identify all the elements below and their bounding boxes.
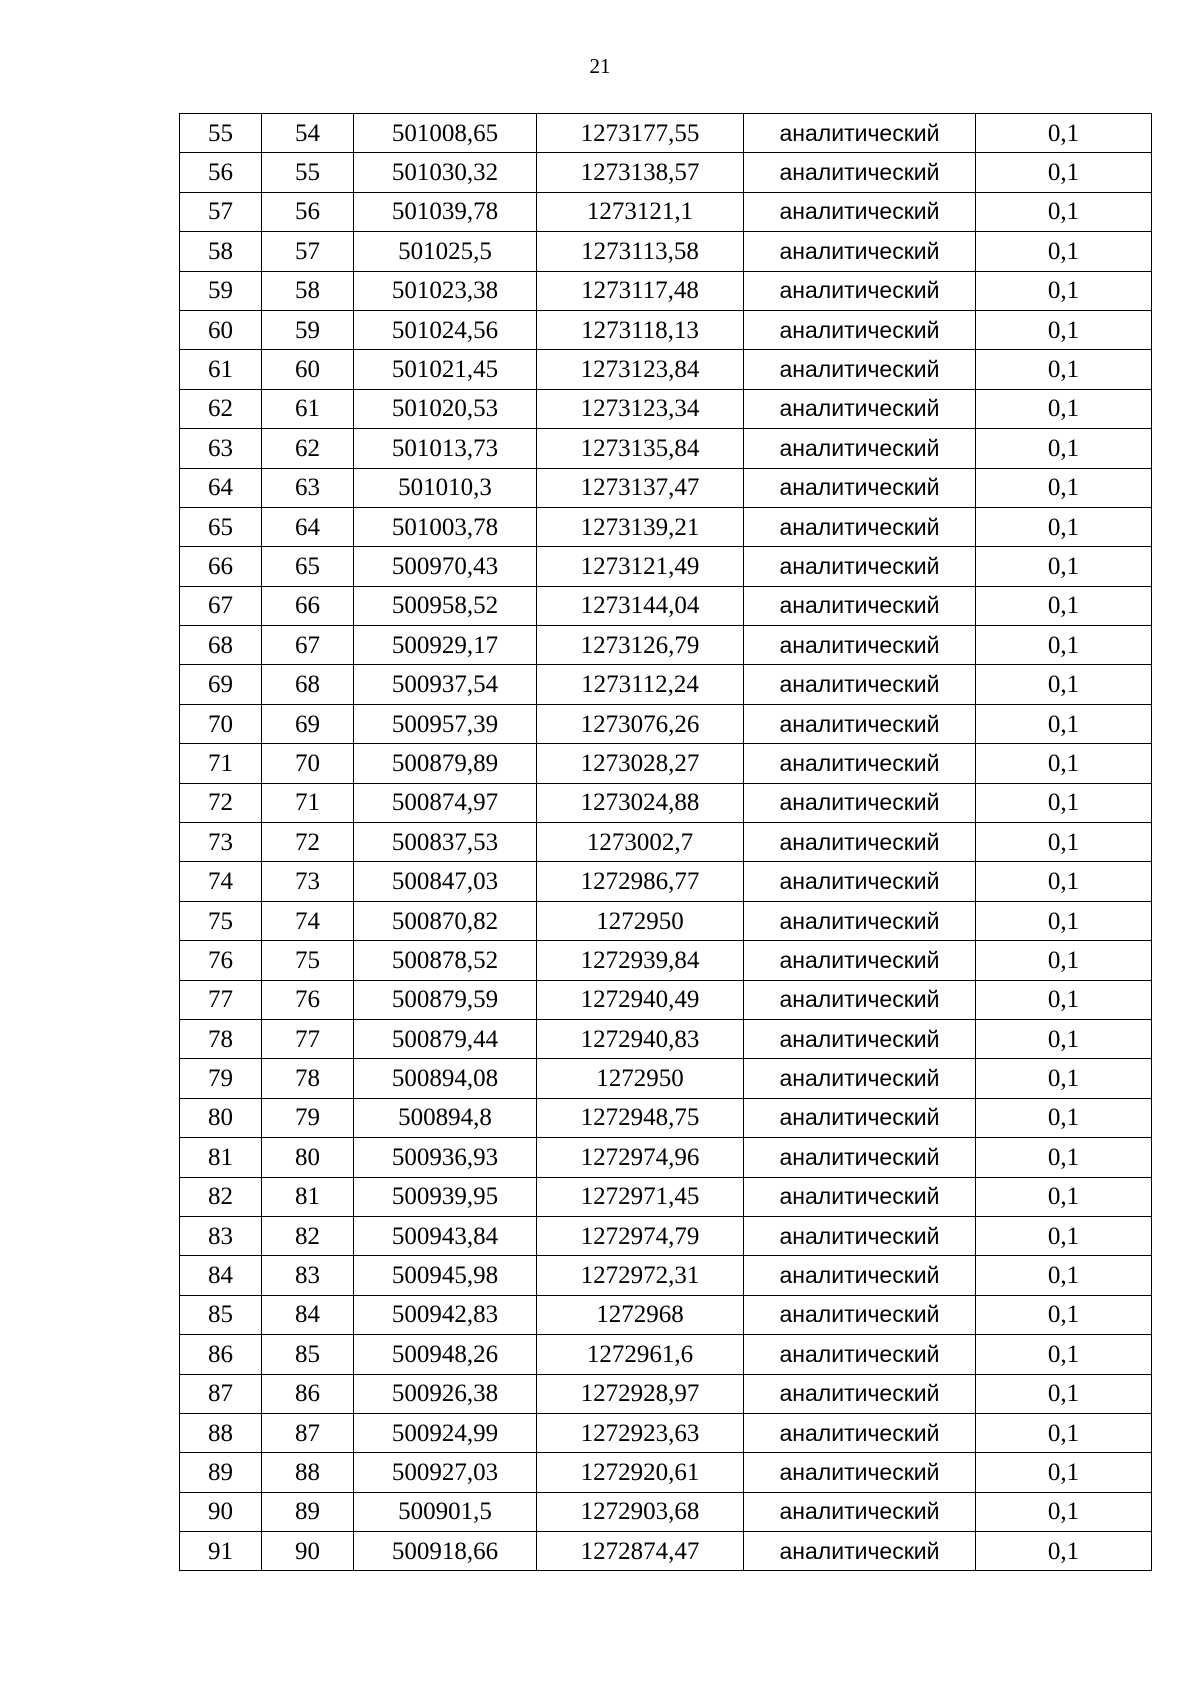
cell-accuracy: 0,1 (976, 586, 1152, 625)
cell-coord-x: 501020,53 (354, 389, 537, 428)
table-row (180, 783, 1152, 822)
cell-method: аналитический (744, 823, 976, 862)
cell-accuracy: 0,1 (976, 547, 1152, 586)
cell-method: аналитический (744, 783, 976, 822)
cell-method: аналитический (744, 980, 976, 1019)
cell-prev-point-number: 73 (262, 862, 354, 901)
coordinates-table-body (180, 114, 1152, 1571)
cell-method: аналитический (744, 744, 976, 783)
cell-method: аналитический (744, 1335, 976, 1374)
table-row (180, 704, 1152, 743)
cell-point-number: 61 (180, 350, 262, 389)
table-row (180, 744, 1152, 783)
cell-coord-x: 500837,53 (354, 823, 537, 862)
cell-coord-x: 500894,08 (354, 1059, 537, 1098)
cell-prev-point-number: 81 (262, 1177, 354, 1216)
cell-coord-y: 1272950 (537, 901, 744, 940)
cell-coord-y: 1273112,24 (537, 665, 744, 704)
cell-coord-y: 1272874,47 (537, 1532, 744, 1571)
cell-method: аналитический (744, 507, 976, 546)
cell-prev-point-number: 58 (262, 271, 354, 310)
cell-accuracy: 0,1 (976, 1295, 1152, 1334)
cell-coord-y: 1272920,61 (537, 1453, 744, 1492)
cell-prev-point-number: 77 (262, 1019, 354, 1058)
cell-point-number: 68 (180, 626, 262, 665)
cell-point-number: 74 (180, 862, 262, 901)
cell-accuracy: 0,1 (976, 941, 1152, 980)
cell-accuracy: 0,1 (976, 389, 1152, 428)
cell-accuracy: 0,1 (976, 1374, 1152, 1413)
cell-point-number: 76 (180, 941, 262, 980)
cell-point-number: 65 (180, 507, 262, 546)
table-row (180, 941, 1152, 980)
cell-accuracy: 0,1 (976, 665, 1152, 704)
table-row (180, 626, 1152, 665)
cell-method: аналитический (744, 429, 976, 468)
cell-accuracy: 0,1 (976, 114, 1152, 153)
cell-prev-point-number: 82 (262, 1216, 354, 1255)
cell-accuracy: 0,1 (976, 901, 1152, 940)
cell-method: аналитический (744, 192, 976, 231)
cell-coord-y: 1273126,79 (537, 626, 744, 665)
cell-point-number: 82 (180, 1177, 262, 1216)
cell-coord-y: 1273024,88 (537, 783, 744, 822)
cell-point-number: 85 (180, 1295, 262, 1334)
cell-coord-y: 1273135,84 (537, 429, 744, 468)
cell-point-number: 70 (180, 704, 262, 743)
cell-method: аналитический (744, 1216, 976, 1255)
cell-coord-y: 1273076,26 (537, 704, 744, 743)
cell-coord-x: 500929,17 (354, 626, 537, 665)
table-row (180, 586, 1152, 625)
table-row (180, 1098, 1152, 1137)
cell-prev-point-number: 80 (262, 1138, 354, 1177)
cell-point-number: 63 (180, 429, 262, 468)
cell-accuracy: 0,1 (976, 1098, 1152, 1137)
cell-coord-y: 1272971,45 (537, 1177, 744, 1216)
cell-method: аналитический (744, 1019, 976, 1058)
cell-prev-point-number: 57 (262, 232, 354, 271)
cell-coord-y: 1272923,63 (537, 1413, 744, 1452)
cell-method: аналитический (744, 862, 976, 901)
cell-coord-y: 1273138,57 (537, 153, 744, 192)
cell-point-number: 79 (180, 1059, 262, 1098)
cell-coord-y: 1272928,97 (537, 1374, 744, 1413)
cell-method: аналитический (744, 1177, 976, 1216)
cell-accuracy: 0,1 (976, 862, 1152, 901)
cell-prev-point-number: 78 (262, 1059, 354, 1098)
cell-prev-point-number: 85 (262, 1335, 354, 1374)
cell-point-number: 81 (180, 1138, 262, 1177)
cell-prev-point-number: 72 (262, 823, 354, 862)
cell-accuracy: 0,1 (976, 310, 1152, 349)
table-row (180, 980, 1152, 1019)
table-row (180, 1059, 1152, 1098)
cell-prev-point-number: 60 (262, 350, 354, 389)
cell-point-number: 78 (180, 1019, 262, 1058)
cell-prev-point-number: 61 (262, 389, 354, 428)
cell-point-number: 60 (180, 310, 262, 349)
cell-method: аналитический (744, 704, 976, 743)
cell-point-number: 73 (180, 823, 262, 862)
table-row (180, 1374, 1152, 1413)
cell-point-number: 80 (180, 1098, 262, 1137)
cell-coord-y: 1273121,49 (537, 547, 744, 586)
cell-coord-y: 1272940,83 (537, 1019, 744, 1058)
cell-accuracy: 0,1 (976, 783, 1152, 822)
cell-coord-y: 1273123,34 (537, 389, 744, 428)
cell-accuracy: 0,1 (976, 1335, 1152, 1374)
cell-coord-y: 1273139,21 (537, 507, 744, 546)
cell-coord-y: 1273177,55 (537, 114, 744, 153)
cell-method: аналитический (744, 1295, 976, 1334)
cell-coord-y: 1273121,1 (537, 192, 744, 231)
cell-coord-x: 500924,99 (354, 1413, 537, 1452)
cell-coord-x: 500945,98 (354, 1256, 537, 1295)
cell-coord-x: 501003,78 (354, 507, 537, 546)
cell-point-number: 62 (180, 389, 262, 428)
table-row (180, 350, 1152, 389)
cell-coord-y: 1273118,13 (537, 310, 744, 349)
table-row (180, 114, 1152, 153)
table-row (180, 1453, 1152, 1492)
cell-method: аналитический (744, 665, 976, 704)
cell-method: аналитический (744, 547, 976, 586)
table-row (180, 901, 1152, 940)
cell-prev-point-number: 66 (262, 586, 354, 625)
table-row (180, 1413, 1152, 1452)
cell-coord-x: 500918,66 (354, 1532, 537, 1571)
cell-accuracy: 0,1 (976, 350, 1152, 389)
cell-coord-x: 501008,65 (354, 114, 537, 153)
cell-coord-x: 500957,39 (354, 704, 537, 743)
cell-point-number: 84 (180, 1256, 262, 1295)
cell-coord-x: 500958,52 (354, 586, 537, 625)
cell-coord-y: 1272940,49 (537, 980, 744, 1019)
cell-coord-x: 500927,03 (354, 1453, 537, 1492)
cell-accuracy: 0,1 (976, 192, 1152, 231)
table-row (180, 823, 1152, 862)
cell-coord-x: 500943,84 (354, 1216, 537, 1255)
cell-coord-x: 500948,26 (354, 1335, 537, 1374)
cell-point-number: 88 (180, 1413, 262, 1452)
cell-prev-point-number: 71 (262, 783, 354, 822)
cell-prev-point-number: 88 (262, 1453, 354, 1492)
cell-prev-point-number: 75 (262, 941, 354, 980)
cell-method: аналитический (744, 232, 976, 271)
cell-accuracy: 0,1 (976, 1413, 1152, 1452)
cell-coord-y: 1272950 (537, 1059, 744, 1098)
cell-coord-x: 500939,95 (354, 1177, 537, 1216)
table-row (180, 1295, 1152, 1334)
cell-accuracy: 0,1 (976, 704, 1152, 743)
cell-coord-x: 500870,82 (354, 901, 537, 940)
cell-coord-y: 1272903,68 (537, 1492, 744, 1531)
table-row (180, 1335, 1152, 1374)
table-row (180, 507, 1152, 546)
cell-coord-x: 500970,43 (354, 547, 537, 586)
cell-coord-x: 500847,03 (354, 862, 537, 901)
cell-coord-x: 501023,38 (354, 271, 537, 310)
cell-coord-y: 1273117,48 (537, 271, 744, 310)
table-row (180, 862, 1152, 901)
cell-accuracy: 0,1 (976, 507, 1152, 546)
cell-method: аналитический (744, 153, 976, 192)
cell-coord-x: 500901,5 (354, 1492, 537, 1531)
table-row (180, 192, 1152, 231)
cell-accuracy: 0,1 (976, 1138, 1152, 1177)
cell-coord-x: 501025,5 (354, 232, 537, 271)
cell-method: аналитический (744, 1138, 976, 1177)
cell-coord-y: 1273002,7 (537, 823, 744, 862)
table-row (180, 232, 1152, 271)
cell-accuracy: 0,1 (976, 626, 1152, 665)
coordinates-table (179, 113, 1152, 1571)
table-row (180, 389, 1152, 428)
cell-coord-y: 1272974,79 (537, 1216, 744, 1255)
table-row (180, 1138, 1152, 1177)
cell-prev-point-number: 74 (262, 901, 354, 940)
cell-coord-y: 1272961,6 (537, 1335, 744, 1374)
cell-accuracy: 0,1 (976, 468, 1152, 507)
cell-method: аналитический (744, 901, 976, 940)
cell-point-number: 83 (180, 1216, 262, 1255)
cell-accuracy: 0,1 (976, 823, 1152, 862)
cell-coord-x: 500879,59 (354, 980, 537, 1019)
cell-coord-x: 501024,56 (354, 310, 537, 349)
table-row (180, 1256, 1152, 1295)
cell-method: аналитический (744, 1453, 976, 1492)
cell-accuracy: 0,1 (976, 153, 1152, 192)
cell-coord-y: 1273144,04 (537, 586, 744, 625)
cell-method: аналитический (744, 1374, 976, 1413)
cell-coord-x: 500926,38 (354, 1374, 537, 1413)
cell-prev-point-number: 76 (262, 980, 354, 1019)
cell-coord-y: 1272974,96 (537, 1138, 744, 1177)
cell-coord-x: 500878,52 (354, 941, 537, 980)
cell-accuracy: 0,1 (976, 980, 1152, 1019)
cell-point-number: 56 (180, 153, 262, 192)
cell-method: аналитический (744, 114, 976, 153)
table-row (180, 271, 1152, 310)
cell-prev-point-number: 56 (262, 192, 354, 231)
table-row (180, 1177, 1152, 1216)
cell-point-number: 67 (180, 586, 262, 625)
cell-point-number: 64 (180, 468, 262, 507)
cell-point-number: 66 (180, 547, 262, 586)
cell-accuracy: 0,1 (976, 429, 1152, 468)
cell-coord-x: 501013,73 (354, 429, 537, 468)
cell-prev-point-number: 84 (262, 1295, 354, 1334)
cell-prev-point-number: 70 (262, 744, 354, 783)
cell-coord-x: 500942,83 (354, 1295, 537, 1334)
cell-point-number: 58 (180, 232, 262, 271)
cell-prev-point-number: 55 (262, 153, 354, 192)
cell-coord-x: 501010,3 (354, 468, 537, 507)
table-row (180, 429, 1152, 468)
cell-method: аналитический (744, 310, 976, 349)
cell-point-number: 77 (180, 980, 262, 1019)
cell-coord-y: 1272972,31 (537, 1256, 744, 1295)
cell-point-number: 59 (180, 271, 262, 310)
cell-point-number: 90 (180, 1492, 262, 1531)
cell-accuracy: 0,1 (976, 1492, 1152, 1531)
cell-method: аналитический (744, 1492, 976, 1531)
cell-coord-x: 500937,54 (354, 665, 537, 704)
page-number: 21 (589, 54, 611, 78)
cell-coord-y: 1272939,84 (537, 941, 744, 980)
cell-method: аналитический (744, 1532, 976, 1571)
cell-coord-y: 1273028,27 (537, 744, 744, 783)
cell-point-number: 69 (180, 665, 262, 704)
cell-point-number: 55 (180, 114, 262, 153)
cell-point-number: 72 (180, 783, 262, 822)
cell-coord-y: 1272986,77 (537, 862, 744, 901)
cell-coord-y: 1273123,84 (537, 350, 744, 389)
cell-point-number: 89 (180, 1453, 262, 1492)
table-row (180, 310, 1152, 349)
cell-point-number: 71 (180, 744, 262, 783)
table-row (180, 1216, 1152, 1255)
cell-coord-x: 500936,93 (354, 1138, 537, 1177)
cell-method: аналитический (744, 271, 976, 310)
cell-prev-point-number: 86 (262, 1374, 354, 1413)
cell-prev-point-number: 63 (262, 468, 354, 507)
cell-point-number: 57 (180, 192, 262, 231)
cell-prev-point-number: 59 (262, 310, 354, 349)
cell-prev-point-number: 62 (262, 429, 354, 468)
table-row (180, 665, 1152, 704)
cell-method: аналитический (744, 350, 976, 389)
cell-method: аналитический (744, 1256, 976, 1295)
cell-prev-point-number: 83 (262, 1256, 354, 1295)
cell-accuracy: 0,1 (976, 744, 1152, 783)
cell-prev-point-number: 65 (262, 547, 354, 586)
cell-accuracy: 0,1 (976, 1019, 1152, 1058)
cell-coord-y: 1272948,75 (537, 1098, 744, 1137)
cell-method: аналитический (744, 941, 976, 980)
cell-accuracy: 0,1 (976, 232, 1152, 271)
table-row (180, 468, 1152, 507)
cell-coord-x: 500879,44 (354, 1019, 537, 1058)
cell-coord-x: 500879,89 (354, 744, 537, 783)
cell-accuracy: 0,1 (976, 1216, 1152, 1255)
cell-accuracy: 0,1 (976, 1453, 1152, 1492)
table-row (180, 153, 1152, 192)
cell-point-number: 86 (180, 1335, 262, 1374)
cell-prev-point-number: 67 (262, 626, 354, 665)
table-row (180, 547, 1152, 586)
cell-method: аналитический (744, 1413, 976, 1452)
table-row (180, 1492, 1152, 1531)
cell-coord-x: 501039,78 (354, 192, 537, 231)
cell-prev-point-number: 89 (262, 1492, 354, 1531)
cell-coord-y: 1273137,47 (537, 468, 744, 507)
cell-point-number: 91 (180, 1532, 262, 1571)
cell-prev-point-number: 87 (262, 1413, 354, 1452)
cell-prev-point-number: 69 (262, 704, 354, 743)
cell-accuracy: 0,1 (976, 1177, 1152, 1216)
cell-method: аналитический (744, 626, 976, 665)
cell-accuracy: 0,1 (976, 1532, 1152, 1571)
cell-prev-point-number: 90 (262, 1532, 354, 1571)
cell-accuracy: 0,1 (976, 1059, 1152, 1098)
cell-coord-x: 500894,8 (354, 1098, 537, 1137)
cell-method: аналитический (744, 468, 976, 507)
cell-point-number: 75 (180, 901, 262, 940)
cell-method: аналитический (744, 389, 976, 428)
cell-prev-point-number: 79 (262, 1098, 354, 1137)
cell-method: аналитический (744, 1059, 976, 1098)
cell-coord-x: 501021,45 (354, 350, 537, 389)
cell-coord-x: 501030,32 (354, 153, 537, 192)
cell-method: аналитический (744, 586, 976, 625)
cell-coord-x: 500874,97 (354, 783, 537, 822)
cell-prev-point-number: 68 (262, 665, 354, 704)
table-row (180, 1019, 1152, 1058)
cell-accuracy: 0,1 (976, 271, 1152, 310)
table-row (180, 1532, 1152, 1571)
cell-method: аналитический (744, 1098, 976, 1137)
cell-prev-point-number: 54 (262, 114, 354, 153)
cell-accuracy: 0,1 (976, 1256, 1152, 1295)
cell-coord-y: 1272968 (537, 1295, 744, 1334)
cell-point-number: 87 (180, 1374, 262, 1413)
cell-prev-point-number: 64 (262, 507, 354, 546)
cell-coord-y: 1273113,58 (537, 232, 744, 271)
